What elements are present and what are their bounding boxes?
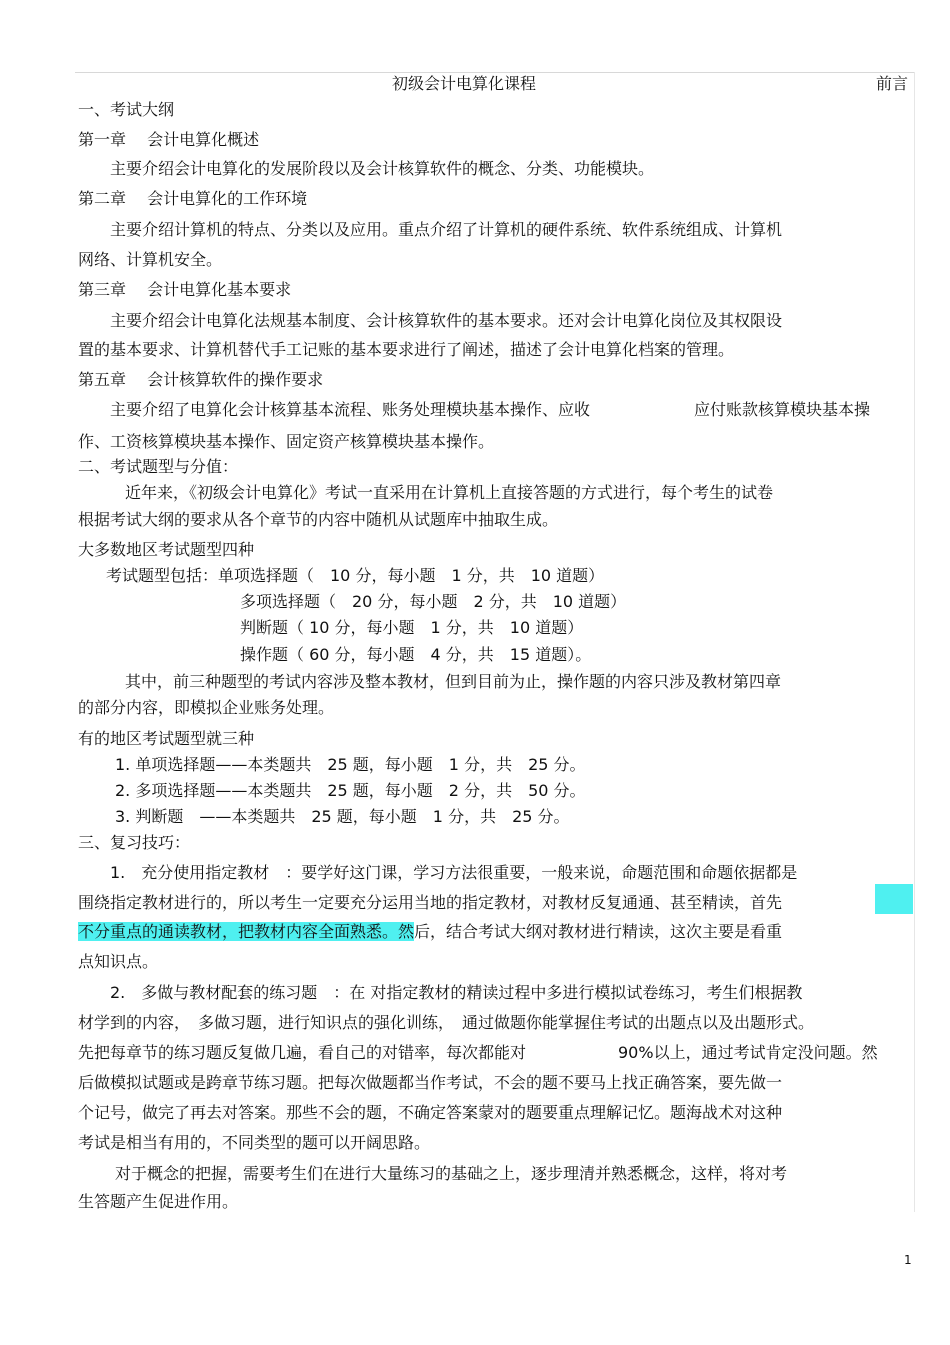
chapter-1-title: 第一章 会计电算化概述 [78,130,260,149]
types-intro-line: 近年来，《初级会计电算化》考试一直采用在计算机上直接答题的方式进行，每个考生的试卷 [125,483,774,502]
tip-2-line: 2. 多做与教材配套的练习题 ：在 对指定教材的精读过程中多进行模拟试卷练习，考生们根据教 [110,983,803,1002]
right-margin-rule [914,72,915,1212]
chapter-5-desc-line: 主要介绍了电算化会计核算基本流程、账务处理模块基本操作、应收 [110,400,591,419]
types-note-line: 的部分内容，即模拟企业账务处理。 [78,698,335,717]
tip-2-line: 90%以上，通过考试肯定没问题。然 [618,1043,878,1062]
page-number: 1 [904,1253,912,1267]
tip-2-line: 先把每章节的练习题反复做几遍，看自己的对错率，每次都能对 [78,1043,527,1062]
section-heading-tips: 三、复习技巧： [78,833,191,852]
tip-2-line: 材学到的内容， 多做习题，进行知识点的强化训练， 通过做题你能掌握住考试的出题点以及出题形式。 [78,1013,815,1032]
question-type-line: 判断题（ 10 分，每小题 1 分，共 10 道题） [240,618,584,637]
question-type-line: 多项选择题（ 20 分，每小题 2 分，共 10 道题） [240,592,627,611]
types-intro-line: 根据考试大纲的要求从各个章节的内容中随机从试题库中抽取生成。 [78,510,559,529]
section-heading-outline: 一、考试大纲 [78,100,175,119]
tip-3-line: 生答题产生促进作用。 [78,1192,239,1211]
three-types-title: 有的地区考试题型就三种 [78,729,255,748]
chapter-1-desc: 主要介绍会计电算化的发展阶段以及会计核算软件的概念、分类、功能模块。 [110,159,655,178]
question-type-line: 3. 判断题 ——本类题共 25 题，每小题 1 分，共 25 分。 [115,807,570,826]
question-type-line: 操作题（ 60 分，每小题 4 分，共 15 道题）。 [240,645,592,664]
types-note-line: 其中，前三种题型的考试内容涉及整本教材，但到目前为止，操作题的内容只涉及教材第四章 [125,672,782,691]
four-types-title: 大多数地区考试题型四种 [78,540,255,559]
chapter-5-desc-line: 作、工资核算模块基本操作、固定资产核算模块基本操作。 [78,432,495,451]
chapter-2-desc-line: 网络、计算机安全。 [78,250,223,269]
chapter-3-desc-line: 置的基本要求、计算机替代手工记账的基本要求进行了阐述，描述了会计电算化档案的管理。 [78,340,735,359]
chapter-3-title: 第三章 会计电算化基本要求 [78,280,292,299]
highlight-marker [875,884,913,914]
chapter-2-desc-line: 主要介绍计算机的特点、分类以及应用。重点介绍了计算机的硬件系统、软件系统组成、计算机 [110,220,783,239]
header-preface: 前言 [876,74,909,93]
chapter-2-title: 第二章 会计电算化的工作环境 [78,189,308,208]
section-heading-types: 二、考试题型与分值： [78,457,239,476]
highlighted-text: 不分重点的通读教材，把教材内容全面熟悉。然 [78,922,415,941]
tip-2-line: 后做模拟试题或是跨章节练习题。把每次做题都当作考试，不会的题不要马上找正确答案，要先做一 [78,1073,783,1092]
tip-1-line: 围绕指定教材进行的，所以考生一定要充分运用当地的指定教材，对教材反复通通、甚至精读，首先 [78,893,783,912]
chapter-3-desc-line: 主要介绍会计电算化法规基本制度、会计核算软件的基本要求。还对会计电算化岗位及其权限设 [110,311,783,330]
doc-title: 初级会计电算化课程 [392,74,537,93]
tip-1-line-rest: 后，结合考试大纲对教材进行精读，这次主要是看重 [414,922,783,941]
chapter-5-title: 第五章 会计核算软件的操作要求 [78,370,324,389]
question-type-line: 2. 多项选择题——本类题共 25 题，每小题 2 分，共 50 分。 [115,781,586,800]
chapter-5-desc-line: 应付账款核算模块基本操 [694,400,871,419]
tip-3-line: 对于概念的把握，需要考生们在进行大量练习的基础之上，逐步理清并熟悉概念，这样，将对考 [115,1164,788,1183]
tip-1-line: 点知识点。 [78,952,159,971]
tip-1-line [78,922,782,942]
tip-2-line: 个记号，做完了再去对答案。那些不会的题，不确定答案蒙对的题要重点理解记忆。题海战术对这种 [78,1103,783,1122]
question-type-line: 考试题型包括：单项选择题（ 10 分，每小题 1 分，共 10 道题） [106,566,605,585]
header-rule [75,72,915,73]
question-type-line: 1. 单项选择题——本类题共 25 题，每小题 1 分，共 25 分。 [115,755,586,774]
tip-2-line: 考试是相当有用的，不同类型的题可以开阔思路。 [78,1133,431,1152]
tip-1-line: 1. 充分使用指定教材 ：要学好这门课，学习方法很重要，一般来说，命题范围和命题依据都是 [110,863,798,882]
